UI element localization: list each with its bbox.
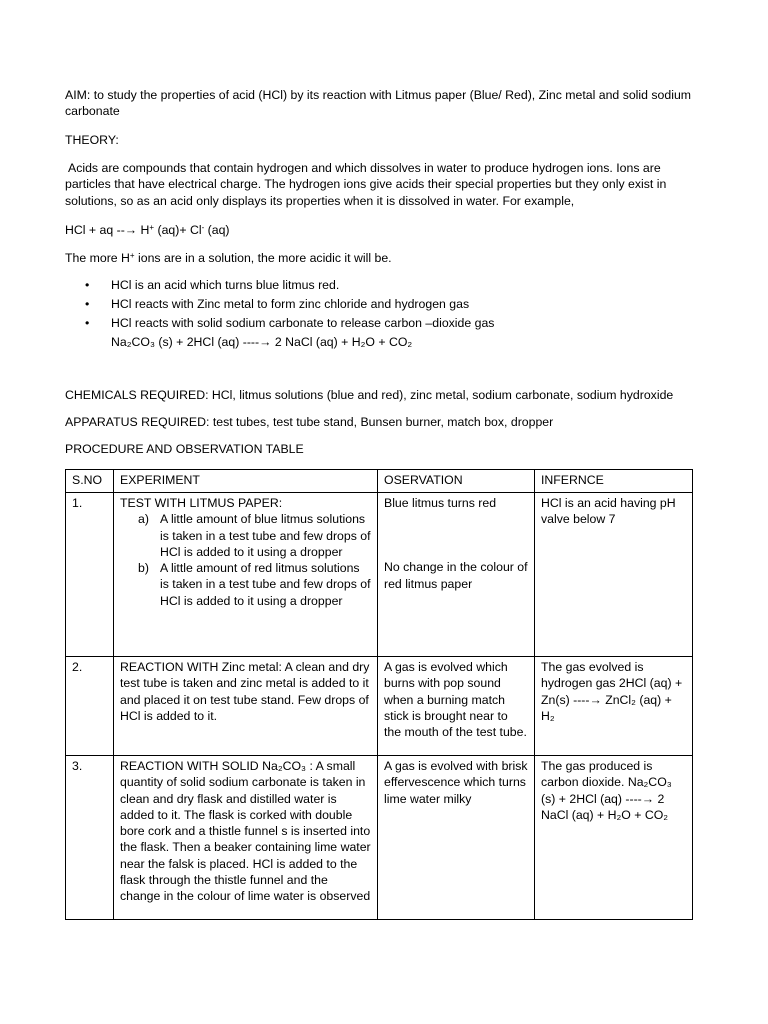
- acidity-statement: [65, 250, 705, 266]
- cell-sno: 1.: [66, 493, 114, 657]
- experiment-title: TEST WITH LITMUS PAPER:: [120, 496, 283, 510]
- cell-experiment: [114, 493, 378, 657]
- cell-experiment: REACTION WITH Zinc metal: A clean and dry test tube is taken and zinc metal is added to it and placed it on test tube stand. Few drops of HCl is added to it.: [114, 657, 378, 756]
- cell-inference: The gas evolved is hydrogen gas 2HCl (aq) + Zn(s) ----→ ZnCl₂ (aq) + H₂: [535, 657, 693, 756]
- procedure-heading: PROCEDURE AND OBSERVATION TABLE: [65, 442, 304, 456]
- cell-observation: A gas is evolved which burns with pop sound when a burning match stick is brought near to the mouth of the test tube.: [378, 657, 535, 756]
- cell-inference: HCl is an acid having pH valve below 7: [535, 493, 693, 657]
- step-text: A little amount of red litmus solutions is taken in a test tube and few drops of HCl is added to it using a dropper: [160, 561, 371, 608]
- list-equation: [65, 334, 705, 350]
- table-header-row: [66, 470, 693, 493]
- apparatus-required: APPARATUS REQUIRED: test tubes, test tube stand, Bunsen burner, match box, dropper: [65, 415, 554, 429]
- equation-part: HCl + aq --→ H: [65, 223, 150, 237]
- theory-heading: THEORY:: [65, 133, 119, 147]
- list-item: • HCl reacts with Zinc metal to form zinc chloride and hydrogen gas: [65, 296, 705, 312]
- step-marker: a): [138, 512, 149, 527]
- theory-paragraph: Acids are compounds that contain hydrogen and which dissolves in water to produce hydrogen ions. Ions are particles that have electrical charge. The hydrogen ions give acids their special properties but they only exist in solutions, so as an acid only displays its properties when it is dissolved in water. For example,: [65, 161, 667, 208]
- list-item: [120, 511, 371, 560]
- statement-part: The more H: [65, 251, 130, 265]
- statement-part: ions are in a solution, the more acidic it will be.: [134, 251, 392, 265]
- header-sno: S.NO: [66, 470, 114, 493]
- properties-list: [65, 277, 705, 353]
- cell-sno: 3.: [66, 756, 114, 920]
- table-row: [66, 756, 693, 920]
- hcl-dissociation-equation: [65, 222, 705, 238]
- header-inference: INFERNCE: [535, 470, 693, 493]
- equation-sup: +: [149, 223, 155, 232]
- cell-sno: 2.: [66, 657, 114, 756]
- cell-experiment: REACTION WITH SOLID Na₂CO₃ : A small quantity of solid sodium carbonate is taken in clean and dry flask and distilled water is added to it. The flask is corked with double bore cork and a thistle funnel s is inserted into the flask. Then a beaker containing lime water near the falsk is placed. HCl is added to the flask through the thistle funnel and the change in the colour of lime water is observed: [114, 756, 378, 920]
- cell-observation: A gas is evolved with brisk effervescence which turns lime water milky: [378, 756, 535, 920]
- carbonate-equation: Na₂CO₃ (s) + 2HCl (aq) ----→ 2 NaCl (aq) + H₂O + CO₂: [111, 334, 413, 349]
- header-observation: OSERVATION: [378, 470, 535, 493]
- list-item: • HCl is an acid which turns blue litmus red.: [65, 277, 705, 293]
- equation-sup: -: [201, 223, 205, 232]
- table-row: [66, 657, 693, 756]
- step-marker: b): [138, 561, 149, 576]
- header-experiment: EXPERIMENT: [114, 470, 378, 493]
- observation-table: [65, 469, 693, 920]
- observation-a: Blue litmus turns red: [384, 496, 497, 510]
- experiment-steps: [120, 511, 371, 609]
- list-item: [120, 560, 371, 609]
- aim-text: AIM: to study the properties of acid (HCl) by its reaction with Litmus paper (Blue/ Red), Zinc metal and solid sodium carbonate: [65, 88, 692, 119]
- equation-part: (aq): [204, 223, 230, 237]
- observation-b: No change in the colour of red litmus paper: [384, 560, 528, 591]
- list-item: • HCl reacts with solid sodium carbonate to release carbon –dioxide gas: [65, 315, 705, 331]
- step-text: A little amount of blue litmus solutions is taken in a test tube and few drops of HCl is added to it using a dropper: [160, 512, 371, 559]
- table-row: [66, 493, 693, 657]
- cell-inference: The gas produced is carbon dioxide. Na₂CO₃ (s) + 2HCl (aq) ----→ 2 NaCl (aq) + H₂O + CO₂: [535, 756, 693, 920]
- statement-sup: +: [129, 251, 135, 260]
- cell-observation: [378, 493, 535, 657]
- chemicals-required: CHEMICALS REQUIRED: HCl, litmus solutions (blue and red), zinc metal, sodium carbonate, sodium hydroxide: [65, 388, 674, 402]
- equation-part: (aq)+ Cl: [154, 223, 202, 237]
